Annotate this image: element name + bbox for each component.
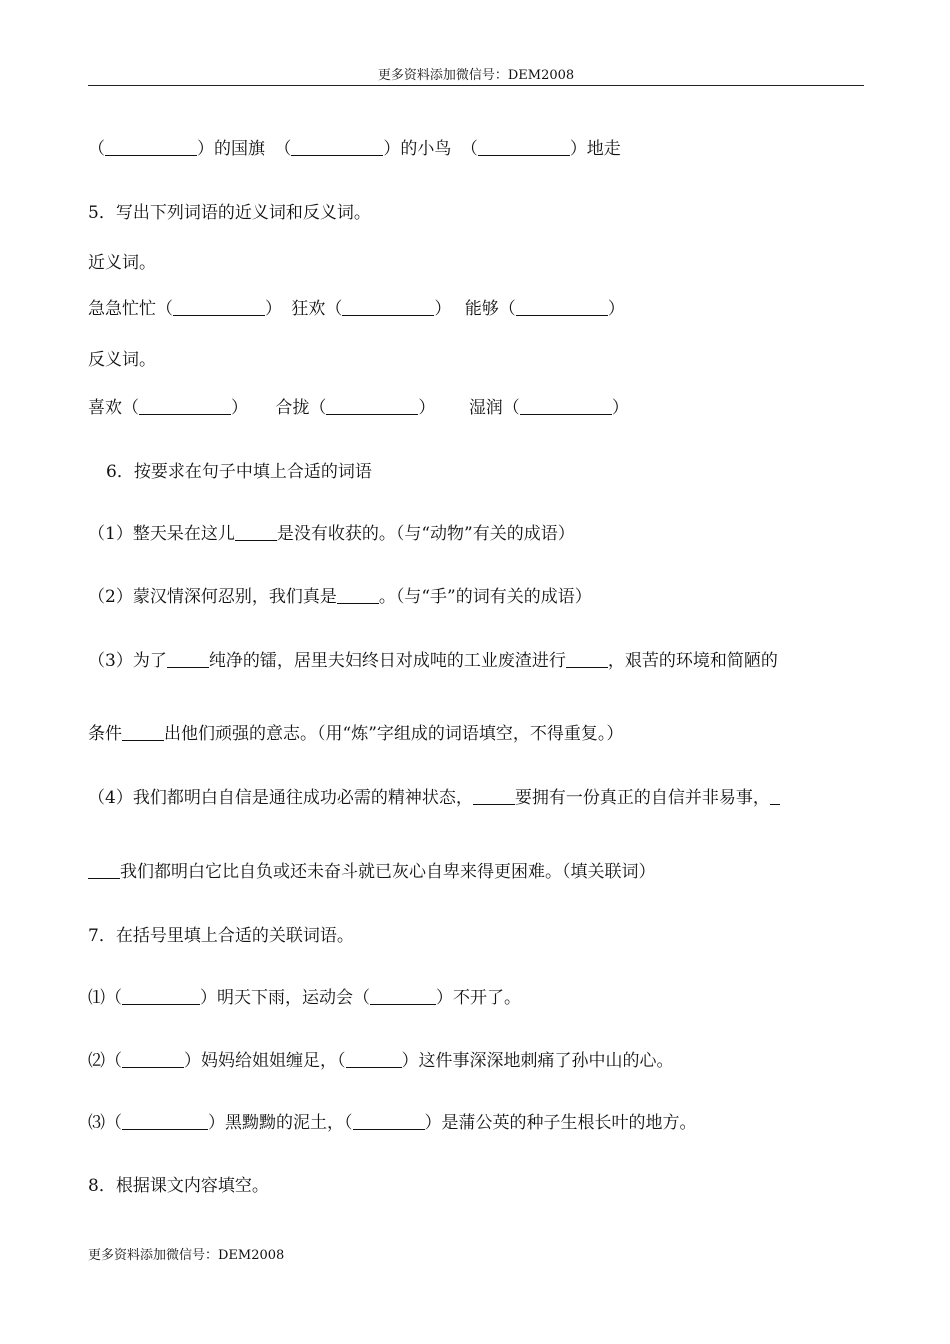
q7-title: 7．在括号里填上合适的关联词语。 <box>88 926 354 946</box>
q6-s3-b: 纯净的镭，居里夫妇终日对成吨的工业废渣进行 <box>208 651 566 671</box>
q5-title: 5．写出下列词语的近义词和反义词。 <box>88 203 371 223</box>
fill-blank[interactable] <box>353 1112 425 1130</box>
q6-s2-b: 。（与“手”的词有关的成语） <box>378 587 592 607</box>
q7-item-2 <box>88 1049 674 1073</box>
q6-s3-d: 条件 <box>88 724 122 744</box>
q7-item-2-num: ⑵ <box>88 1051 105 1071</box>
syn-word-1: 急急忙忙（ <box>88 299 173 319</box>
fill-blank[interactable] <box>478 138 570 156</box>
fill-blank[interactable] <box>122 723 164 741</box>
q4-open-2: （ <box>274 139 292 159</box>
q7-i3-c: ）是蒲公英的种子生根长叶的地方。 <box>424 1113 697 1133</box>
syn-close-1: ） <box>265 299 282 319</box>
fill-blank[interactable] <box>473 787 515 805</box>
q6-s1-a: （1）整天呆在这儿 <box>88 524 235 544</box>
q6-s4-a: （4）我们都明白自信是通往成功必需的精神状态， <box>88 788 473 808</box>
q6-sentence-3 <box>88 649 778 673</box>
q4-tail-row <box>88 137 621 161</box>
fill-blank[interactable] <box>235 523 277 541</box>
fill-blank[interactable] <box>88 861 120 879</box>
q6-sentence-1 <box>88 522 575 546</box>
fill-blank[interactable] <box>122 1050 184 1068</box>
q6-sentence-3-cont <box>88 722 623 746</box>
q7-i1-b: ）明天下雨，运动会（ <box>200 988 370 1008</box>
q6-sentence-2 <box>88 585 592 609</box>
q7-i1-c: ）不开了。 <box>436 988 521 1008</box>
q7-i2-b: ）妈妈给姐姐缠足，（ <box>184 1051 346 1071</box>
q4-after-1: ）的国旗 <box>197 139 265 159</box>
page-footer: 更多资料添加微信号：DEM2008 <box>88 1248 285 1263</box>
ant-word-1: 喜欢（ <box>88 398 139 418</box>
q7-i3-a: （ <box>105 1113 122 1133</box>
q6-s4-b: 要拥有一份真正的自信并非易事， <box>514 788 770 808</box>
fill-blank[interactable] <box>122 987 200 1005</box>
q7-i3-b: ）黑黝黝的泥土，（ <box>208 1113 353 1133</box>
q6-sentence-4 <box>88 786 780 810</box>
q7-item-1 <box>88 986 521 1010</box>
q6-s1-b: 是没有收获的。（与“动物”有关的成语） <box>276 524 575 544</box>
q8-title: 8．根据课文内容填空。 <box>88 1176 269 1196</box>
q7-item-3 <box>88 1111 697 1135</box>
q6-s3-e: 出他们顽强的意志。（用“炼”字组成的词语填空，不得重复。） <box>164 724 624 744</box>
q4-open-3: （ <box>460 139 478 159</box>
fill-blank[interactable] <box>520 397 612 415</box>
fill-blank[interactable] <box>566 650 608 668</box>
syn-close-2: ） <box>434 299 452 319</box>
fill-blank[interactable] <box>291 138 383 156</box>
syn-close-3: ） <box>607 299 625 319</box>
fill-blank[interactable] <box>105 138 197 156</box>
syn-word-3: 能够（ <box>464 299 516 319</box>
q4-after-3: ）地走 <box>569 139 621 159</box>
q7-i2-a: （ <box>105 1051 122 1071</box>
q5-antonym-row <box>88 396 629 420</box>
fill-blank[interactable] <box>139 397 231 415</box>
q4-after-2: ）的小鸟 <box>383 139 452 159</box>
q5-synonym-row <box>88 297 625 321</box>
ant-close-3: ） <box>611 398 629 418</box>
fill-blank[interactable] <box>167 650 209 668</box>
page-header: 更多资料添加微信号：DEM2008 <box>88 66 864 86</box>
q4-open-1: （ <box>88 139 105 159</box>
ant-close-2: ） <box>418 398 436 418</box>
q6-s3-a: （3）为了 <box>88 651 167 671</box>
q6-sentence-4-cont <box>88 860 656 884</box>
q6-title: 6．按要求在句子中填上合适的词语 <box>106 462 372 482</box>
syn-word-2: 狂欢（ <box>291 299 343 319</box>
fill-blank[interactable] <box>370 987 436 1005</box>
fill-blank[interactable] <box>342 298 434 316</box>
fill-blank[interactable] <box>346 1050 402 1068</box>
q7-i1-a: （ <box>105 988 122 1008</box>
fill-blank[interactable] <box>122 1112 208 1130</box>
fill-blank[interactable] <box>770 787 780 805</box>
q7-item-1-num: ⑴ <box>88 988 105 1008</box>
ant-word-2: 合拢（ <box>275 398 327 418</box>
fill-blank[interactable] <box>516 298 608 316</box>
q6-s2-a: （2）蒙汉情深何忍别，我们真是 <box>88 587 337 607</box>
ant-close-1: ） <box>231 398 248 418</box>
q6-s4-c: 我们都明白它比自负或还未奋斗就已灰心自卑来得更困难。（填关联词） <box>120 862 656 882</box>
fill-blank[interactable] <box>173 298 265 316</box>
q6-s3-c: ，艰苦的环境和简陋的 <box>607 651 778 671</box>
q5-antonym-label: 反义词。 <box>88 350 156 370</box>
ant-word-3: 湿润（ <box>468 398 520 418</box>
fill-blank[interactable] <box>326 397 418 415</box>
fill-blank[interactable] <box>337 586 379 604</box>
q7-item-3-num: ⑶ <box>88 1113 105 1133</box>
q5-synonym-label: 近义词。 <box>88 253 156 273</box>
q7-i2-c: ）这件事深深地刺痛了孙中山的心。 <box>401 1051 674 1071</box>
